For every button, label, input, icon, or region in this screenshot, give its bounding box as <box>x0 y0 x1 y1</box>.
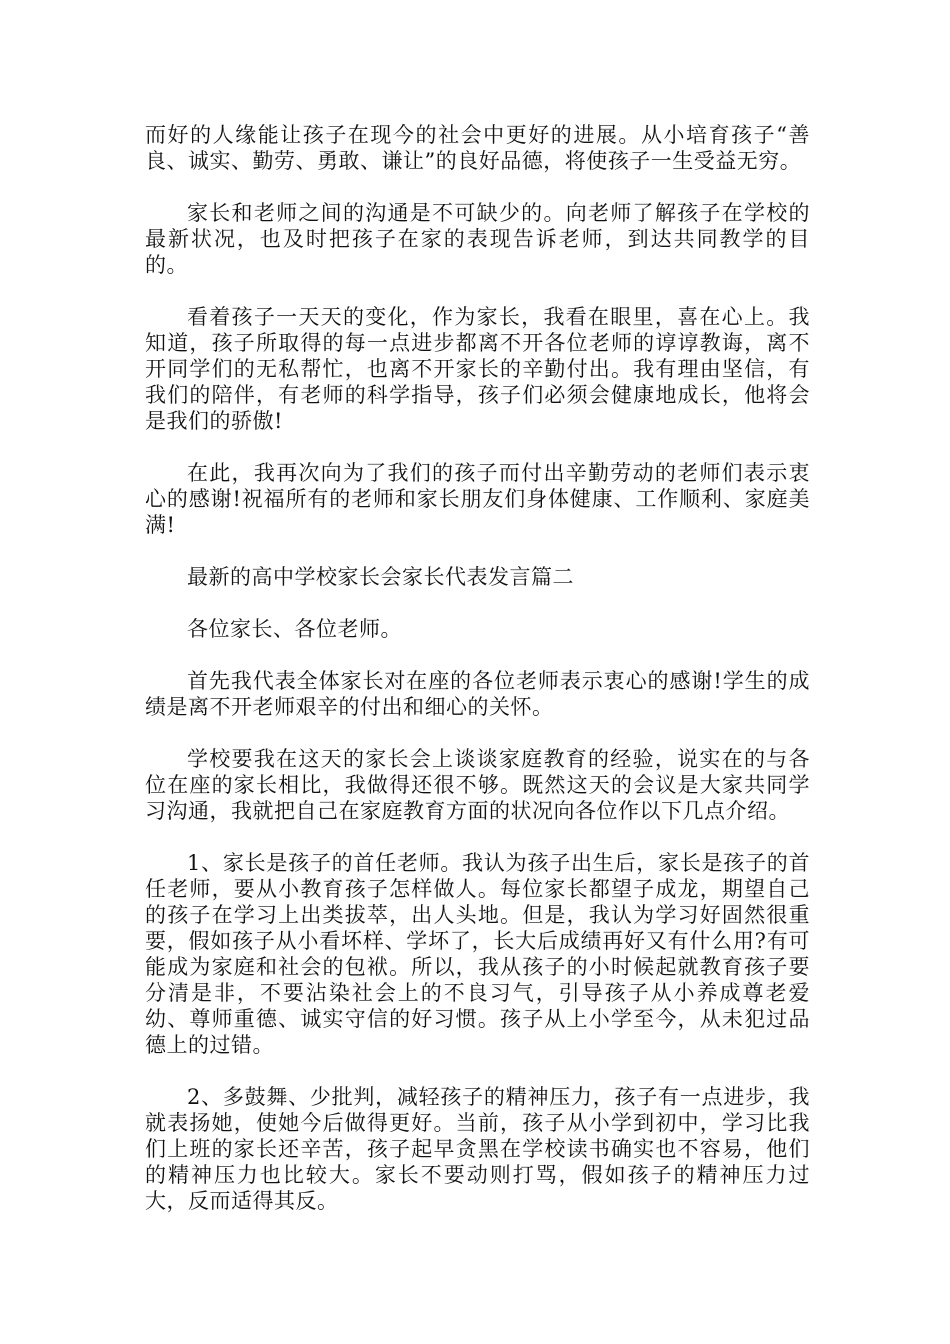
paragraph-2: 家长和老师之间的沟通是不可缺少的。向老师了解孩子在学校的最新状况，也及时把孩子在家的表现告诉老师，到达共同教学的目的。 <box>145 201 810 277</box>
section-heading: 最新的高中学校家长会家长代表发言篇二 <box>187 565 574 589</box>
paragraph-point-1: 1、家长是孩子的首任老师。我认为孩子出生后，家长是孩子的首任老师，要从小教育孩子怎样做人。每位家长都望子成龙，期望自己的孩子在学习上出类拔萃，出人头地。但是，我认为学习好固然很重要，假如孩子从小看坏样、学坏了，长大后成绩再好又有什么用?有可能成为家庭和社会的包袱。所以，我从孩子的小时候起就教育孩子要分清是非，不要沾染社会上的不良习气，引导孩子从小养成尊老爱幼、尊师重德、诚实守信的好习惯。孩子从上小学至今，从未犯过品德上的过错。 <box>145 851 810 1057</box>
salutation: 各位家长、各位老师。 <box>187 617 402 641</box>
paragraph-3: 看着孩子一天天的变化，作为家长，我看在眼里，喜在心上。我知道，孩子所取得的每一点进步都离不开各位老师的谆谆教诲，离不开同学们的无私帮忙，也离不开家长的辛勤付出。我有理由坚信，有我们的陪伴，有老师的科学指导，孩子们必须会健康地成长，他将会是我们的骄傲! <box>145 305 810 433</box>
paragraph-5: 首先我代表全体家长对在座的各位老师表示衷心的感谢!学生的成绩是离不开老师艰辛的付出和细心的关怀。 <box>145 669 810 719</box>
document-body <box>145 122 810 1240</box>
paragraph-4: 在此，我再次向为了我们的孩子而付出辛勤劳动的老师们表示衷心的感谢!祝福所有的老师和家长朋友们身体健康、工作顺利、家庭美满! <box>145 461 810 537</box>
paragraph-6: 学校要我在这天的家长会上谈谈家庭教育的经验，说实在的与各位在座的家长相比，我做得还很不够。既然这天的会议是大家共同学习沟通，我就把自己在家庭教育方面的状况向各位作以下几点介绍。 <box>145 747 810 823</box>
paragraph-1: 而好的人缘能让孩子在现今的社会中更好的进展。从小培育孩子“善良、诚实、勤劳、勇敢、谦让”的良好品德，将使孩子一生受益无穷。 <box>145 123 810 173</box>
paragraph-point-2: 2、多鼓舞、少批判，减轻孩子的精神压力，孩子有一点进步，我就表扬她，使她今后做得更好。当前，孩子从小学到初中，学习比我们上班的家长还辛苦，孩子起早贪黑在学校读书确实也不容易，他们的精神压力也比较大。家长不要动则打骂，假如孩子的精神压力过大，反而适得其反。 <box>145 1085 810 1213</box>
